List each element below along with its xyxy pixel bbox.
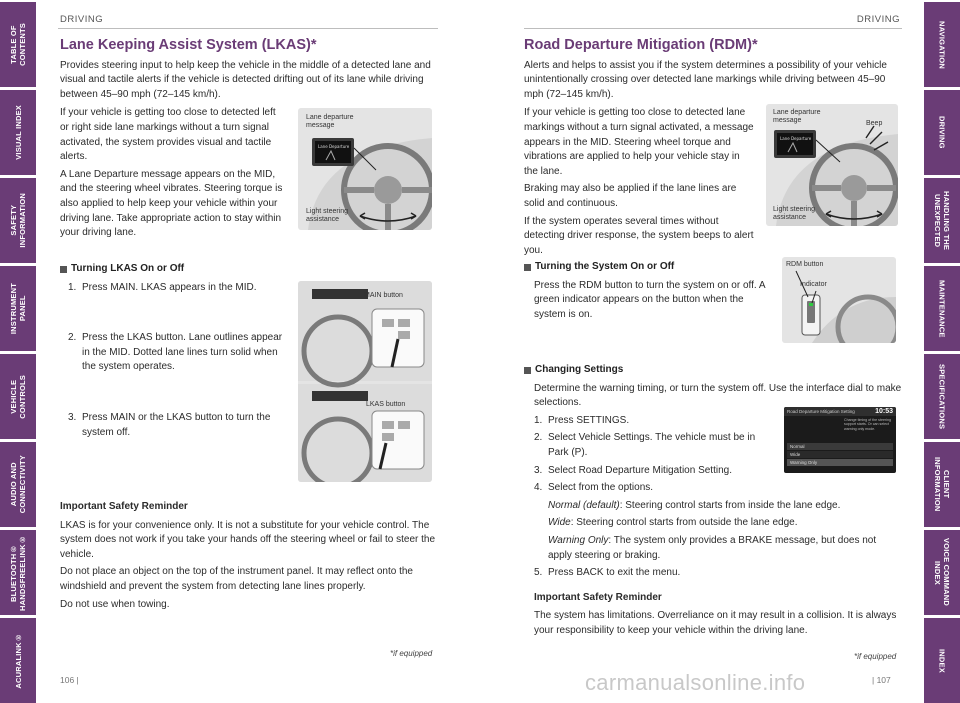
left-footnote: *if equipped (390, 649, 433, 658)
tab-specifications[interactable]: SPECIFICATIONS (924, 354, 960, 439)
lkas-safety-section (60, 500, 438, 615)
rdm-lane-departure-figure (766, 104, 898, 226)
lkas-button-label: LKAS button (366, 401, 406, 408)
screen-option-warning-only[interactable]: Warning Only (787, 459, 893, 466)
list-item: 1. Press SETTINGS. (534, 414, 630, 426)
option-warning-only: Warning Only: The system only provides a BRAKE message, but does not apply steering or braking. (548, 534, 877, 561)
rdm-para2: Braking may also be applied if the lane lines are solid and continuous. (524, 183, 737, 209)
left-page-number: 106 | (60, 675, 79, 685)
tab-driving[interactable]: DRIVING (924, 90, 960, 175)
rdm-turning-text: Press the RDM button to turn the system on or off. A green indicator appears on the button when the system is on. (534, 279, 766, 320)
screen-note: Change timing of the steering support starts. Or can select warning only mode. (844, 418, 891, 431)
tab-maintenance[interactable]: MAINTENANCE (924, 266, 960, 351)
list-item: 2. Select Vehicle Settings. The vehicle must be in Park (P). (534, 432, 756, 458)
section-bullet-icon (60, 266, 67, 273)
tab-vehicle-controls[interactable]: VEHICLE CONTROLS (0, 354, 36, 439)
rdm-button-illustration (782, 257, 896, 343)
list-item: 2. Press the LKAS button. Lane outlines appear in the MID. Dotted lane lines turn solid when the system operates. (68, 332, 283, 373)
beep-label: Beep (866, 120, 883, 127)
left-section-tabs (0, 0, 36, 703)
tab-navigation[interactable]: NAVIGATION (924, 2, 960, 87)
rdm-button-label: RDM button (786, 261, 824, 268)
tab-visual-index[interactable]: VISUAL INDEX (0, 90, 36, 175)
list-item: 5. Press BACK to exit the menu. (534, 567, 681, 579)
lkas-para2: A Lane Departure message appears on the MID, and the steering wheel vibrates. Steering torque is also applied to help keep your vehicle within your driving lane. Take appropriate action to stay within your driving lane. (60, 168, 283, 239)
right-footnote: *if equipped (854, 652, 897, 661)
lkas-button-illustration (298, 281, 432, 482)
list-item: 4. Select from the options. (534, 482, 654, 494)
rdm-button-figure (782, 257, 896, 343)
option-wide: Wide: Steering control starts from outside the lane edge. (548, 517, 798, 529)
lkas-para1: If your vehicle is getting too close to detected left or right side lane markings without a turn signal activated, the system provides visual and tactile alerts. (60, 107, 276, 163)
lkas-buttons-figure (298, 281, 432, 482)
main-button-label: MAIN button (364, 292, 403, 299)
rdm-para1: If your vehicle is getting too close to detected lane markings without a turn signal activated, a message appears in the MID. Steering wheel torque and vibrations are applied to help your vehicle stay in the lane. (524, 107, 754, 177)
light-steering-assistance-label: Light steering assistance (306, 208, 349, 223)
list-item: 1. Press MAIN. LKAS appears in the MID. (68, 281, 257, 293)
screen-option-normal[interactable]: Normal (787, 443, 893, 450)
rdm-light-steering-assistance-label: Light steering assistance (773, 206, 816, 221)
tab-safety-information[interactable]: SAFETY INFORMATION (0, 178, 36, 263)
screen-clock: 10:53 (875, 408, 893, 415)
right-section-tabs (924, 0, 960, 703)
lkas-title: Lane Keeping Assist System (LKAS)* (60, 37, 317, 53)
rdm-settings-screen (784, 407, 896, 473)
rdm-settings-section (524, 357, 902, 642)
lkas-safety-heading: Important Safety Reminder (60, 501, 188, 512)
lkas-safety-p2: Do not place an object on the top of the instrument panel. It may reflect onto the windshield and prevent the system from detecting lane lines properly. (60, 566, 413, 592)
tab-voice-command-index[interactable]: VOICE COMMAND INDEX (924, 530, 960, 615)
rdm-safety-heading: Important Safety Reminder (534, 591, 662, 603)
rdm-para3: If the system operates several times without detecting driver response, the system beeps to alert you. (524, 215, 754, 256)
screen-title: Road Departure Mitigation Setting (787, 409, 855, 414)
screen-option-wide[interactable]: Wide (787, 451, 893, 458)
lane-departure-message-label: Lane departure message (306, 114, 354, 129)
screen-options (787, 443, 893, 466)
tab-index[interactable]: INDEX (924, 618, 960, 703)
tab-bluetooth-handsfreelink[interactable]: BLUETOOTH® HANDSFREELINK® (0, 530, 36, 615)
lkas-intro: Provides steering input to help keep the vehicle in the middle of a detected lane and visual and tactile alerts if the vehicle is detected drifting out of its lane while driving between 45–90 mph (72–145 km/h). (60, 59, 431, 100)
right-page-number: | 107 (872, 675, 891, 685)
rdm-safety-p1: The system has limitations. Overreliance on it may result in a collision. It is always your responsibility to keep your vehicle within the driving lane. (534, 610, 897, 636)
tab-audio-connectivity[interactable]: AUDIO AND CONNECTIVITY (0, 442, 36, 527)
rdm-turning-section (524, 254, 774, 325)
tab-table-of-contents[interactable]: TABLE OF CONTENTS (0, 2, 36, 87)
rdm-mid-lane-departure-text: Lane Departure (780, 136, 812, 141)
rdm-step5-list (524, 566, 902, 581)
tab-client-information[interactable]: CLIENT INFORMATION (924, 442, 960, 527)
screen-title-bar (784, 407, 896, 416)
lkas-safety-p1: LKAS is for your convenience only. It is not a substitute for your vehicle control. The system does not work if you take your hands off the steering wheel or fail to steer the vehicle. (60, 519, 436, 560)
section-bullet-icon (524, 367, 531, 374)
watermark: carmanualsonline.info (585, 670, 806, 695)
mid-lane-departure-text: Lane Departure (318, 144, 350, 149)
indicator-label: Indicator (800, 281, 827, 288)
left-header-rule (58, 28, 438, 29)
lkas-steps-list (60, 281, 292, 441)
rdm-title: Road Departure Mitigation (RDM)* (524, 37, 758, 53)
list-item: 3. Select Road Departure Mitigation Setting. (534, 464, 732, 476)
lkas-turning-section (60, 256, 292, 443)
rdm-steps-list (524, 414, 756, 496)
lkas-safety-p3: Do not use when towing. (60, 598, 170, 610)
list-item: 3. Press MAIN or the LKAS button to turn the system off. (68, 411, 271, 438)
tab-acuralink[interactable]: ACURALINK® (0, 618, 36, 703)
right-header-rule (524, 28, 902, 29)
section-bullet-icon (524, 264, 531, 271)
rdm-lane-departure-message-label: Lane departure message (773, 109, 821, 124)
lkas-lane-departure-figure (298, 108, 432, 230)
rdm-intro: Alerts and helps to assist you if the system determines a possibility of your vehicle unintentionally crossing over detected lane markings while driving between 45–90 mph (72–145 km/h). (524, 59, 887, 100)
tab-handling-unexpected[interactable]: HANDLING THE UNEXPECTED (924, 178, 960, 263)
turning-system-heading: Turning the System On or Off (524, 260, 774, 275)
right-page-header: DRIVING (856, 14, 900, 25)
turning-lkas-heading: Turning LKAS On or Off (60, 262, 292, 277)
rdm-options (524, 499, 902, 563)
option-normal: Normal (default): Steering control starts from inside the lane edge. (548, 499, 841, 511)
left-page-header: DRIVING (60, 14, 104, 25)
changing-settings-heading: Changing Settings (524, 363, 902, 378)
tab-instrument-panel[interactable]: INSTRUMENT PANEL (0, 266, 36, 351)
changing-settings-intro: Determine the warning timing, or turn the system off. Use the interface dial to make selections. (534, 382, 902, 409)
